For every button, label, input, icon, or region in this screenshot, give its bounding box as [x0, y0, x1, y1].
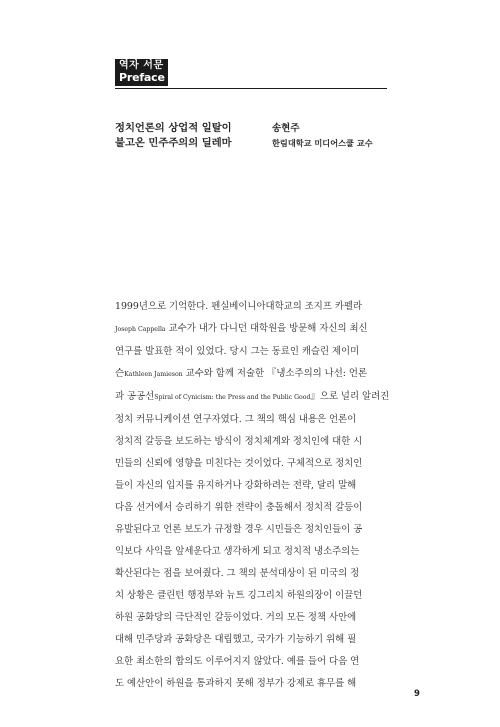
body-text-segment: 정치 커뮤니케이션 연구자였다. 그 책의 핵심 내용은 언론이	[115, 414, 357, 425]
body-line	[115, 341, 387, 363]
body-line	[115, 541, 387, 563]
body-line	[115, 497, 387, 519]
body-line	[115, 409, 387, 431]
chapter-title	[115, 121, 265, 151]
body-text-segment: 연구를 발표한 적이 있었다. 당시 그는 동료인 캐슬린 제이미	[115, 346, 360, 357]
body-original-term: Kathleen Jamieson	[124, 371, 183, 378]
body-text-segment: 1999년으로 기억한다. 펜실베이니아대학교의 조지프 카펠라	[115, 301, 363, 312]
body-line	[115, 673, 387, 695]
author-affiliation: 한림대학교 미디어스쿨 교수	[272, 138, 373, 148]
body-line	[115, 629, 387, 651]
body-text-segment: 』으로 널리 알려진	[310, 391, 390, 402]
body-text-segment: 다음 선거에서 승리하기 위한 전략이 충돌해서 정치적 갈등이	[115, 502, 363, 513]
body-text-segment: 확산된다는 점을 보여줬다. 그 책의 분석대상이 된 미국의 정	[115, 568, 360, 579]
body-text-segment: 정치적 갈등을 보도하는 방식이 정치체계와 정치인에 대한 시	[115, 436, 363, 447]
author-block	[272, 121, 382, 151]
body-text-segment: 교수와 함께 저술한 『냉소주의의 나선: 언론	[182, 368, 368, 379]
body-text-segment: 대해 민주당과 공화당은 대립했고, 국가가 기능하기 위해 필	[115, 634, 357, 645]
body-text-segment: 요한 최소한의 합의도 이루어지지 않았다. 예를 들어 다음 연	[115, 656, 360, 667]
body-line	[115, 519, 387, 541]
body-text-segment: 교수가 내가 다니던 대학원을 방문해 자신의 최신	[165, 323, 368, 334]
body-line	[115, 607, 387, 629]
body-line	[115, 585, 387, 607]
body-line	[115, 651, 387, 673]
body-text-segment: 하원 공화당의 극단적인 갈등이었다. 거의 모든 정책 사안에	[115, 612, 357, 623]
body-line	[115, 318, 387, 341]
chapter-title-line-1: 정치언론의 상업적 일탈이	[115, 122, 232, 134]
body-line	[115, 363, 387, 386]
section-label	[115, 59, 168, 86]
section-label-korean: 역자 서문	[119, 60, 164, 71]
author-name: 송현주	[272, 123, 300, 134]
body-line	[115, 431, 387, 453]
body-text-segment: 치 상황은 클린턴 행정부와 뉴트 깅그리치 하원의장이 이끌던	[115, 590, 363, 601]
body-text-segment: 유발된다고 언론 보도가 규정할 경우 시민들은 정치인들이 공	[115, 524, 363, 535]
body-text-segment: 도 예산안이 하원을 통과하지 못해 정부가 강제로 휴무를 해	[115, 678, 357, 689]
body-text-segment: 들이 자신의 입지를 유지하거나 강화하려는 전략, 달리 말해	[115, 480, 357, 491]
body-text-segment: 과 공공선	[115, 391, 155, 402]
header-divider	[115, 88, 387, 89]
body-original-term: Joseph Cappella	[115, 326, 166, 333]
body-line	[115, 296, 387, 318]
chapter-title-line-2: 불고온 민주주의의 딜레마	[115, 137, 232, 149]
body-line	[115, 563, 387, 585]
body-original-term: Spiral of Cynicism: the Press and the Public Good	[154, 394, 311, 401]
body-text-segment: 익보다 사익을 앞세운다고 생각하게 되고 정치적 냉소주의는	[115, 546, 360, 557]
body-line	[115, 453, 387, 475]
section-label-english: Preface	[119, 70, 165, 84]
body-line	[115, 386, 390, 409]
body-text-segment: 슨	[115, 368, 125, 379]
body-line	[115, 475, 387, 497]
body-text-segment: 민들의 신뢰에 영향을 미친다는 것이었다. 구체적으로 정치인	[115, 458, 363, 469]
body-text	[115, 296, 390, 695]
page-number: 9	[414, 689, 420, 699]
